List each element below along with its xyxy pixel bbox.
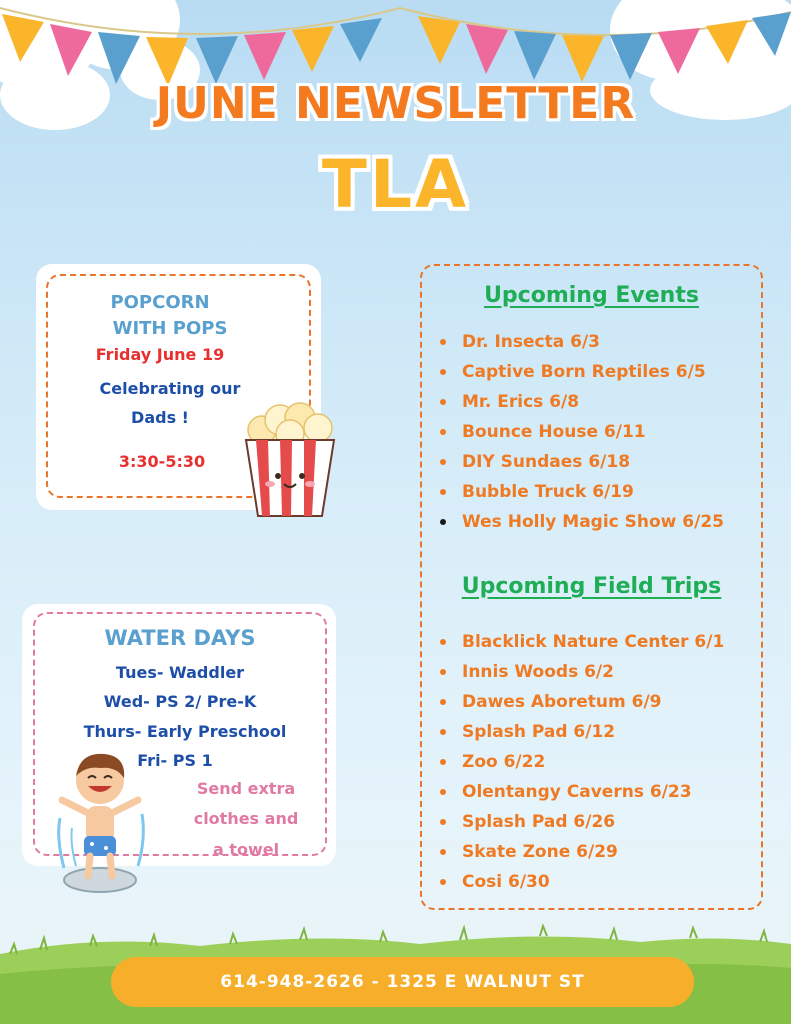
list-item	[458, 447, 724, 477]
list-item	[458, 477, 724, 507]
list-item	[458, 747, 724, 777]
field-trip-label: Cosi 6/30	[462, 872, 550, 892]
list-item	[458, 717, 724, 747]
popcorn-title-line1: POPCORN	[110, 292, 210, 313]
field-trip-label: Dawes Aboretum 6/9	[462, 692, 662, 712]
upcoming-field-trips-heading: Upcoming Field Trips	[461, 574, 722, 599]
event-label: Bubble Truck 6/19	[462, 482, 634, 502]
event-label: DIY Sundaes 6/18	[462, 452, 631, 472]
list-item	[458, 657, 724, 687]
field-trip-label: Skate Zone 6/29	[462, 842, 618, 862]
bullet-icon	[440, 729, 446, 735]
water-schedule-tues: Tues- Waddler	[115, 663, 245, 682]
popcorn-desc-line2: Dads !	[131, 408, 189, 427]
water-note-line1: Send extra	[196, 779, 296, 798]
bullet-icon	[440, 849, 446, 855]
bullet-icon	[440, 429, 446, 435]
field-trip-label: Splash Pad 6/26	[462, 812, 616, 832]
bullet-icon	[440, 789, 446, 795]
bullet-icon	[440, 879, 446, 885]
water-schedule-thurs: Thurs- Early Preschool	[83, 722, 287, 741]
event-label: Wes Holly Magic Show 6/25	[462, 512, 724, 532]
field-trip-label: Zoo 6/22	[462, 752, 546, 772]
popcorn-bucket-icon	[240, 400, 340, 520]
popcorn-desc-line1: Celebrating our	[99, 379, 241, 398]
event-label: Captive Born Reptiles 6/5	[462, 362, 706, 382]
field-trip-label: Splash Pad 6/12	[462, 722, 616, 742]
list-item	[458, 867, 724, 897]
bullet-icon	[440, 489, 446, 495]
field-trips-list	[458, 627, 724, 897]
popcorn-date: Friday June 19	[95, 345, 225, 364]
list-item	[458, 687, 724, 717]
bullet-icon	[440, 339, 446, 345]
list-item	[458, 507, 724, 537]
bullet-icon	[440, 699, 446, 705]
bullet-icon	[440, 399, 446, 405]
popcorn-time: 3:30-5:30	[118, 452, 206, 471]
events-box	[420, 264, 763, 910]
events-list	[458, 327, 724, 537]
list-item	[458, 777, 724, 807]
bullet-icon	[440, 369, 446, 375]
water-schedule-fri: Fri- PS 1	[137, 751, 213, 770]
contact-footer: 614-948-2626 - 1325 E WALNUT ST	[111, 957, 694, 1007]
water-note-line3: a towel	[212, 840, 280, 859]
popcorn-title-line2: WITH POPS	[112, 318, 228, 339]
list-item	[458, 417, 724, 447]
field-trip-label: Olentangy Caverns 6/23	[462, 782, 692, 802]
field-trip-label: Blacklick Nature Center 6/1	[462, 632, 725, 652]
event-label: Bounce House 6/11	[462, 422, 646, 442]
water-schedule-wed: Wed- PS 2/ Pre-K	[103, 692, 257, 711]
list-item	[458, 327, 724, 357]
boy-sprinkler-icon	[46, 748, 156, 898]
water-days-title: WATER DAYS	[104, 626, 256, 650]
field-trip-label: Innis Woods 6/2	[462, 662, 614, 682]
event-label: Mr. Erics 6/8	[462, 392, 580, 412]
newsletter-subtitle: TLA	[321, 146, 470, 223]
upcoming-events-heading: Upcoming Events	[484, 283, 699, 308]
bullet-icon	[440, 669, 446, 675]
newsletter-title: JUNE NEWSLETTER	[155, 78, 636, 129]
list-item	[458, 357, 724, 387]
list-item	[458, 387, 724, 417]
bullet-icon	[440, 759, 446, 765]
event-label: Dr. Insecta 6/3	[462, 332, 600, 352]
bullet-icon	[440, 519, 446, 525]
bullet-icon	[440, 459, 446, 465]
list-item	[458, 837, 724, 867]
bullet-icon	[440, 639, 446, 645]
water-note-line2: clothes and	[193, 809, 299, 828]
list-item	[458, 807, 724, 837]
list-item	[458, 627, 724, 657]
bullet-icon	[440, 819, 446, 825]
